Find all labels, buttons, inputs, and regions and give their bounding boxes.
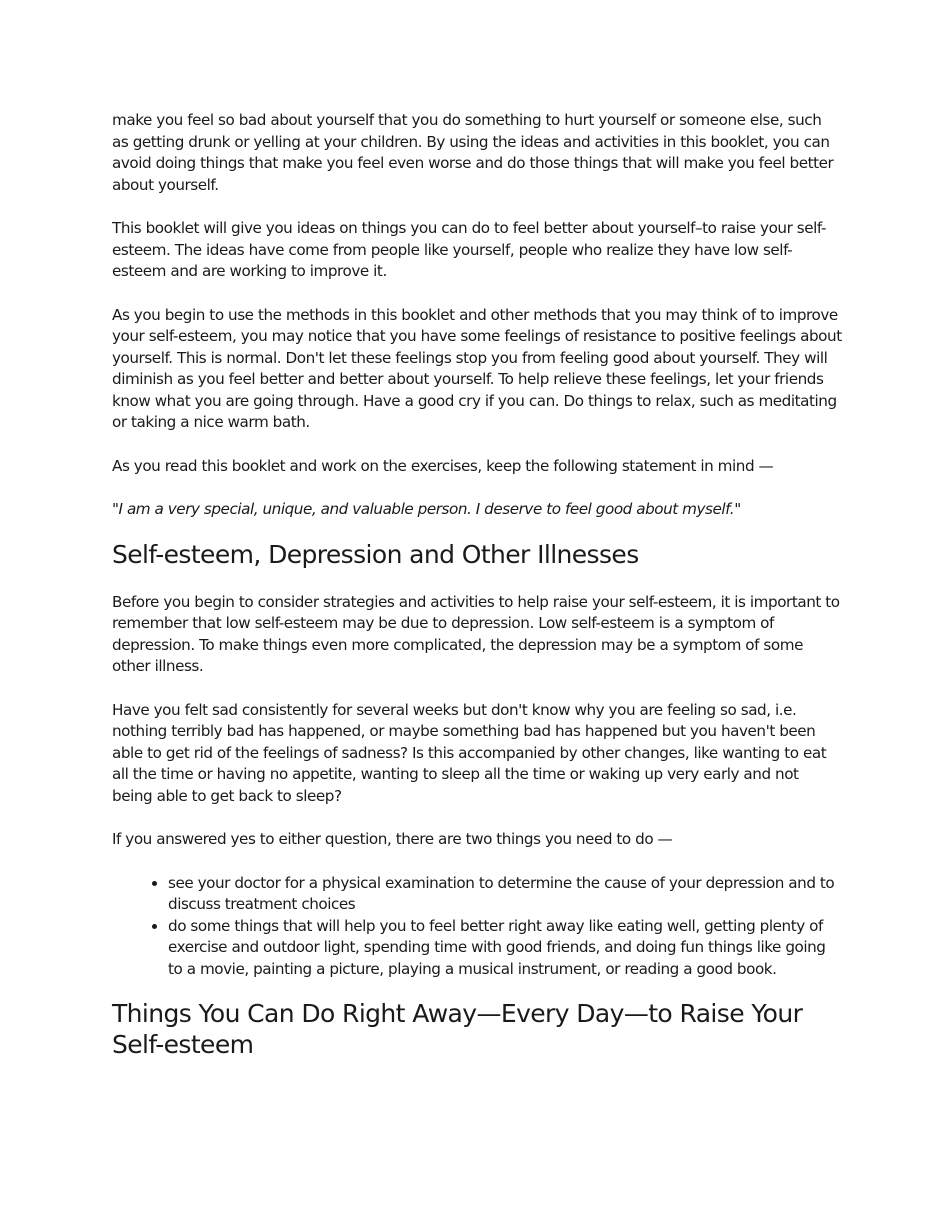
list-item: • see your doctor for a physical examination to determine the cause of your depression and to discuss treatment choices (168, 873, 842, 916)
paragraph-resistance: As you begin to use the methods in this booklet and other methods that you may think of to improve your self-esteem, you may notice that you have some feelings of resistance to positive feelings about yourself. This is normal. Don't let these feelings stop you from feeling good about yourself. They will diminish as you feel better and better about yourself. To help relieve these feelings, let your friends know what you are going through. Have a good cry if you can. Do things to relax, such as meditating or taking a nice warm bath. (112, 305, 842, 431)
document-page (112, 110, 842, 1060)
action-list (112, 873, 842, 981)
paragraph-booklet-ideas: This booklet will give you ideas on things you can do to feel better about yourself–to raise your self-esteem. The ideas have come from people like yourself, people who realize they have low self-esteem and are working to improve it. (112, 219, 827, 280)
paragraph-statement-intro: As you read this booklet and work on the exercises, keep the following statement in mind — (112, 456, 774, 475)
section-heading-things-you-can-do: Things You Can Do Right Away—Every Day—to Raise Your Self-esteem (112, 999, 803, 1059)
affirmation-quote: "I am a very special, unique, and valuable person. I deserve to feel good about myself." (112, 500, 741, 518)
section-heading-depression: Self-esteem, Depression and Other Illnesses (112, 539, 639, 569)
paragraph-depression-intro: Before you begin to consider strategies and activities to help raise your self-esteem, it is important to remember that low self-esteem may be due to depression. Low self-esteem is a symptom of depression. To make things even more complicated, the depression may be a symptom of some other illness. (112, 592, 840, 675)
paragraph-depression-questions: Have you felt sad consistently for several weeks but don't know why you are feeling so sad, i.e. nothing terribly bad has happened, or maybe something bad has happened but you haven't been able to get rid of the feelings of sadness? Is this accompanied by other changes, like wanting to eat all the time or having no appetite, wanting to sleep all the time or waking up very early and not being able to get back to sleep? (112, 700, 827, 805)
list-item: • do some things that will help you to feel better right away like eating well, getting plenty of exercise and outdoor light, spending time with good friends, and doing fun things like going to a movie, painting a picture, playing a musical instrument, or reading a good book. (168, 916, 842, 981)
paragraph-intro-continued: make you feel so bad about yourself that you do something to hurt yourself or someone else, such as getting drunk or yelling at your children. By using the ideas and activities in this booklet, you can avoid doing things that make you feel even worse and do those things that will make you feel better about yourself. (112, 111, 834, 194)
paragraph-two-things: If you answered yes to either question, there are two things you need to do — (112, 830, 673, 848)
